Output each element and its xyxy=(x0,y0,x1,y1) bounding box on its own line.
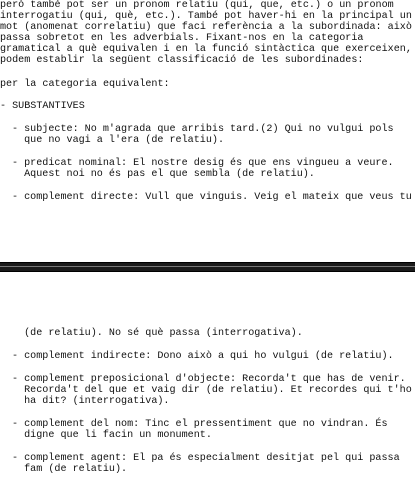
list-item-line: - complement del nom: Tinc el pressentiment que no vindran. És xyxy=(12,419,388,430)
list-item-line: Recorda't del que et vaig dir (de relatiu). Et recordes qui t'ho xyxy=(12,385,412,396)
text-line: passa sobretot en les adverbials. Fixant-nos en la categoria xyxy=(0,33,364,44)
page-divider-rule xyxy=(0,266,415,267)
section-heading-substantives: - SUBSTANTIVES xyxy=(0,101,85,112)
text-line: però també pot ser un pronom relatiu (qui, que, etc.) o un pronom xyxy=(0,0,394,11)
list-item-line: - subjecte: No m'agrada que arribis tard.(2) Qui no vulgui pols xyxy=(12,124,394,135)
document-page-bottom xyxy=(0,272,415,477)
list-item-line: digne que li facin un monument. xyxy=(12,430,212,441)
continuation-line: (de relatiu). No sé què passa (interrogativa). xyxy=(12,328,303,339)
page-divider xyxy=(0,262,415,272)
list-item-line: ha dit? (interrogativa). xyxy=(12,396,170,407)
list-item-line: - complement preposicional d'objecte: Recorda't que has de venir. xyxy=(12,374,406,385)
list-item-line: que no vagi a l'era (de relatiu). xyxy=(12,135,225,146)
text-line: interrogatiu (qui, què, etc.). També pot haver-hi en la principal un xyxy=(0,11,412,22)
list-item-line: - complement directe: Vull que vinguis. Veig el mateix que veus tu xyxy=(12,192,412,203)
list-item-line: Aquest noi no és pas el que sembla (de relatiu). xyxy=(12,169,315,180)
text-line: podem establir la següent classificació de les subordinades: xyxy=(0,55,364,66)
text-line: gramatical a què equivalen i en la funció sintàctica que exerceixen, xyxy=(0,44,412,55)
list-item-line: fam (de relatiu). xyxy=(12,464,128,475)
list-item-line: - complement indirecte: Dono això a qui ho vulgui (de relatiu). xyxy=(12,351,394,362)
text-line: mot (anomenat correlatiu) que faci referència a la subordinada: això xyxy=(0,22,412,33)
list-item-line: - predicat nominal: El nostre desig és que ens vingueu a veure. xyxy=(12,158,394,169)
category-line: per la categoria equivalent: xyxy=(0,79,170,90)
list-item-line: - complement agent: El pa és especialment desitjat pel qui passa xyxy=(12,453,400,464)
